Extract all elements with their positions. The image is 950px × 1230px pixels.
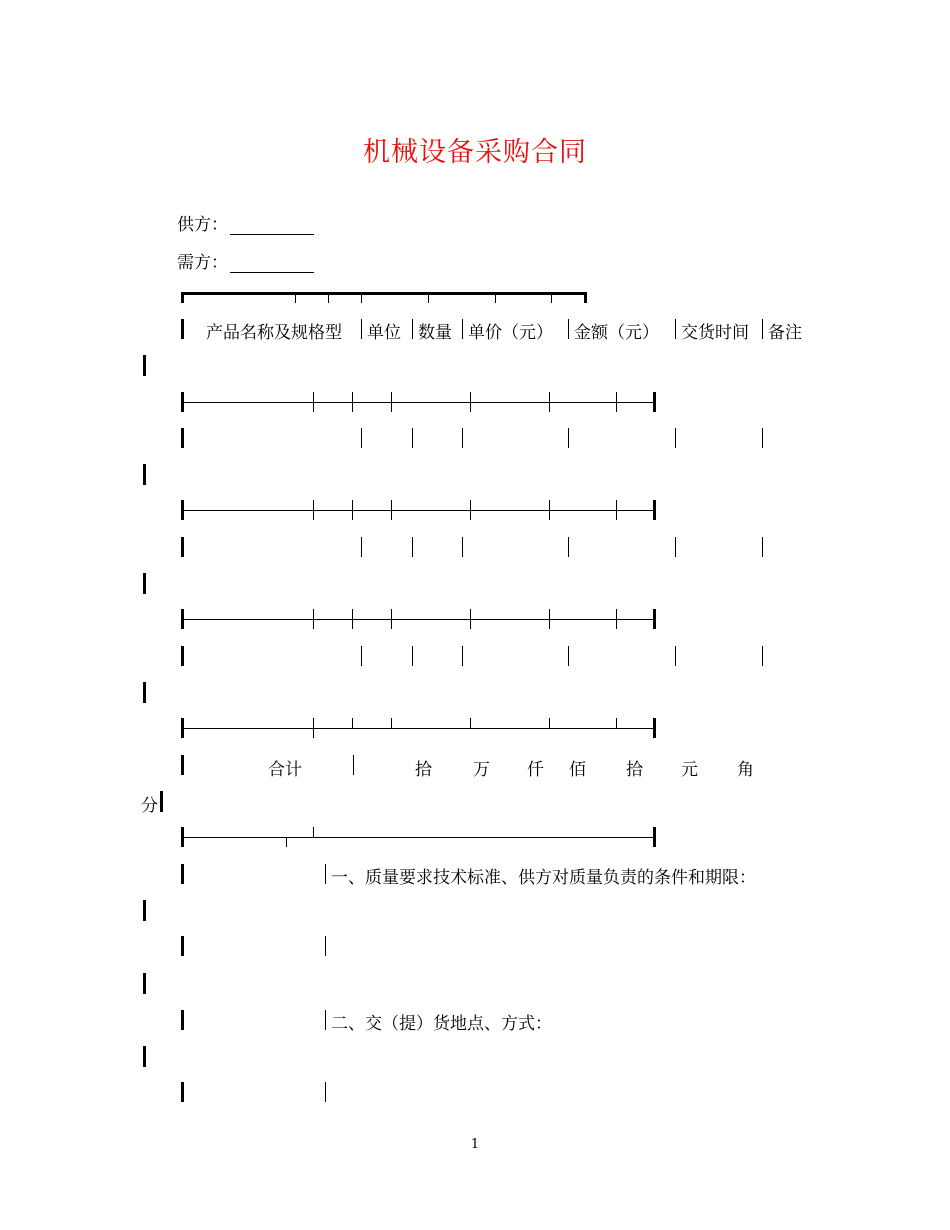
unit-shi-2: 拾 [626,760,643,780]
unit-qian: 仟 [527,760,544,780]
supplier-field [177,210,314,235]
page-number: 1 [470,1137,480,1152]
document-title: 机械设备采购合同 [363,137,587,168]
unit-wan: 万 [473,760,490,780]
header-quantity: 数量 [418,323,452,343]
buyer-label: 需方： [177,253,228,273]
unit-bai: 佰 [569,760,586,780]
supplier-blank[interactable] [230,217,314,235]
supplier-label: 供方： [177,215,228,235]
header-amount: 金额（元） [574,323,659,343]
clause-quality: 一、质量要求技术标准、供方对质量负责的条件和期限： [331,868,756,888]
unit-jiao: 角 [737,760,754,780]
header-product-name: 产品名称及规格型 [206,323,342,343]
unit-shi-1: 拾 [415,760,432,780]
buyer-field [177,248,314,273]
header-unit-price: 单价（元） [468,323,553,343]
header-unit: 单位 [367,323,401,343]
unit-fen: 分 [141,796,158,816]
buyer-blank[interactable] [230,255,314,273]
total-label: 合计 [268,760,302,780]
header-remarks: 备注 [768,323,802,343]
header-delivery-time: 交货时间 [681,323,749,343]
unit-yuan: 元 [681,760,698,780]
clause-delivery: 二、交（提）货地点、方式： [331,1014,552,1034]
